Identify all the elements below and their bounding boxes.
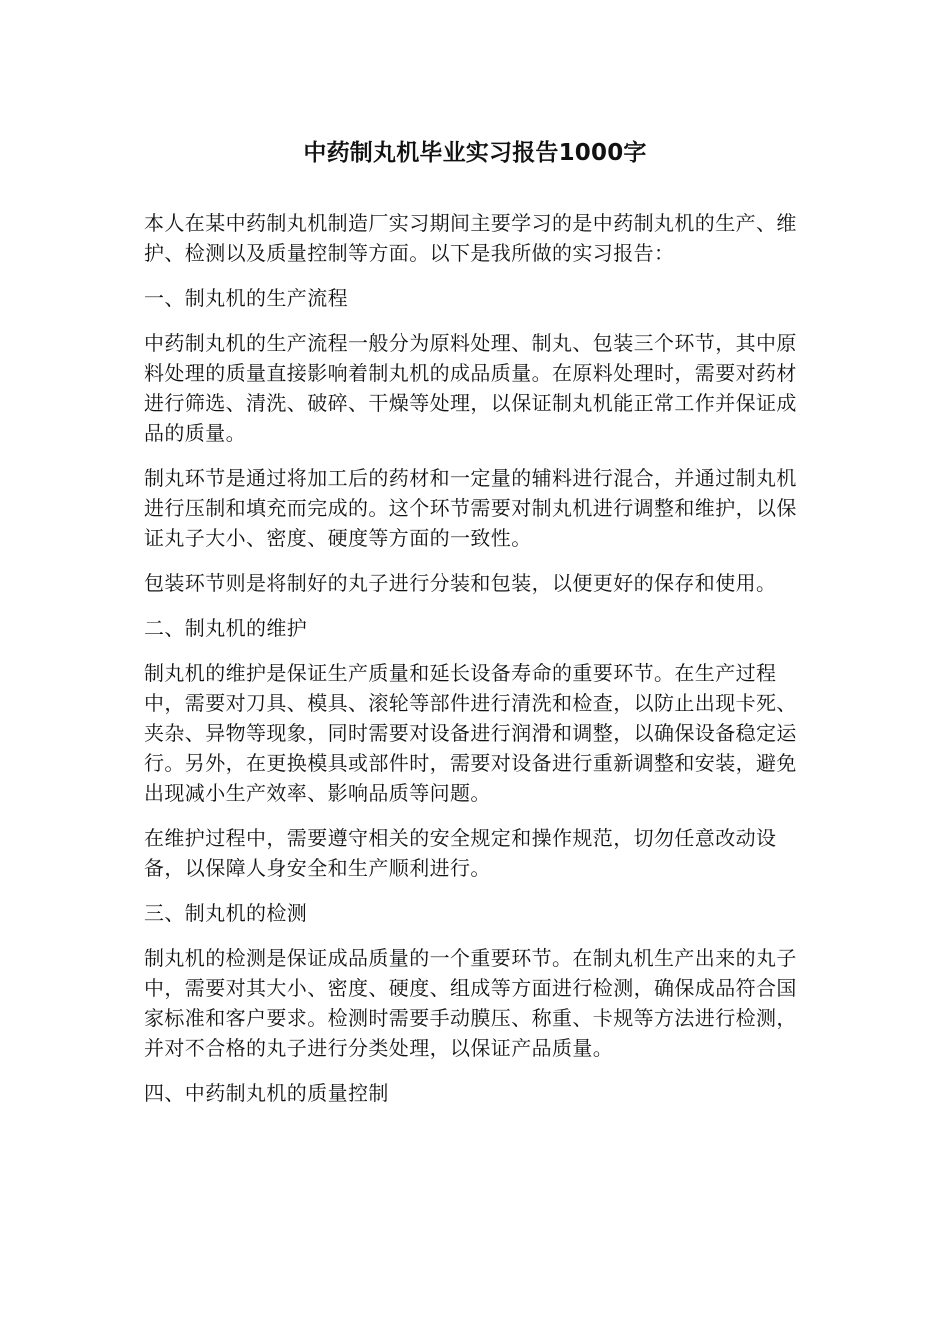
body-paragraph: 在维护过程中，需要遵守相关的安全规定和操作规范，切勿任意改动设备，以保障人身安全和生产顺利进行。 [144,826,777,880]
body-paragraph: 制丸机的维护是保证生产质量和延长设备寿命的重要环节。在生产过程中，需要对刀具、模具、滚轮等部件进行清洗和检查，以防止出现卡死、夹杂、异物等现象，同时需要对设备进行润滑和调整，以确保设备稳定运行。另外，在更换模具或部件时，需要对设备进行重新调整和安装，避免出现减小生产效率、影响品质等问题。 [144,661,797,805]
section-heading-quality-control: 四、中药制丸机的质量控制 [144,1081,389,1105]
body-paragraph: 制丸机的检测是保证成品质量的一个重要环节。在制丸机生产出来的丸子中，需要对其大小、密度、硬度、组成等方面进行检测，确保成品符合国家标准和客户要求。检测时需要手动膜压、称重、卡规等方法进行检测，并对不合格的丸子进行分类处理，以保证产品质量。 [144,946,797,1060]
section-heading-inspection: 三、制丸机的检测 [144,901,308,925]
section-heading-maintenance: 二、制丸机的维护 [144,616,308,640]
body-paragraph: 制丸环节是通过将加工后的药材和一定量的辅料进行混合，并通过制丸机进行压制和填充而完成的。这个环节需要对制丸机进行调整和维护，以保证丸子大小、密度、硬度等方面的一致性。 [144,466,797,550]
body-paragraph: 中药制丸机的生产流程一般分为原料处理、制丸、包装三个环节，其中原料处理的质量直接影响着制丸机的成品质量。在原料处理时，需要对药材进行筛选、清洗、破碎、干燥等处理，以保证制丸机能正常工作并保证成品的质量。 [144,331,797,445]
document-body [144,208,808,1123]
body-paragraph: 包装环节则是将制好的丸子进行分装和包装，以便更好的保存和使用。 [144,571,777,595]
document-title: 中药制丸机毕业实习报告1000字 [303,140,647,166]
section-heading-production: 一、制丸机的生产流程 [144,286,348,310]
intro-paragraph: 本人在某中药制丸机制造厂实习期间主要学习的是中药制丸机的生产、维护、检测以及质量控制等方面。以下是我所做的实习报告： [144,211,797,265]
